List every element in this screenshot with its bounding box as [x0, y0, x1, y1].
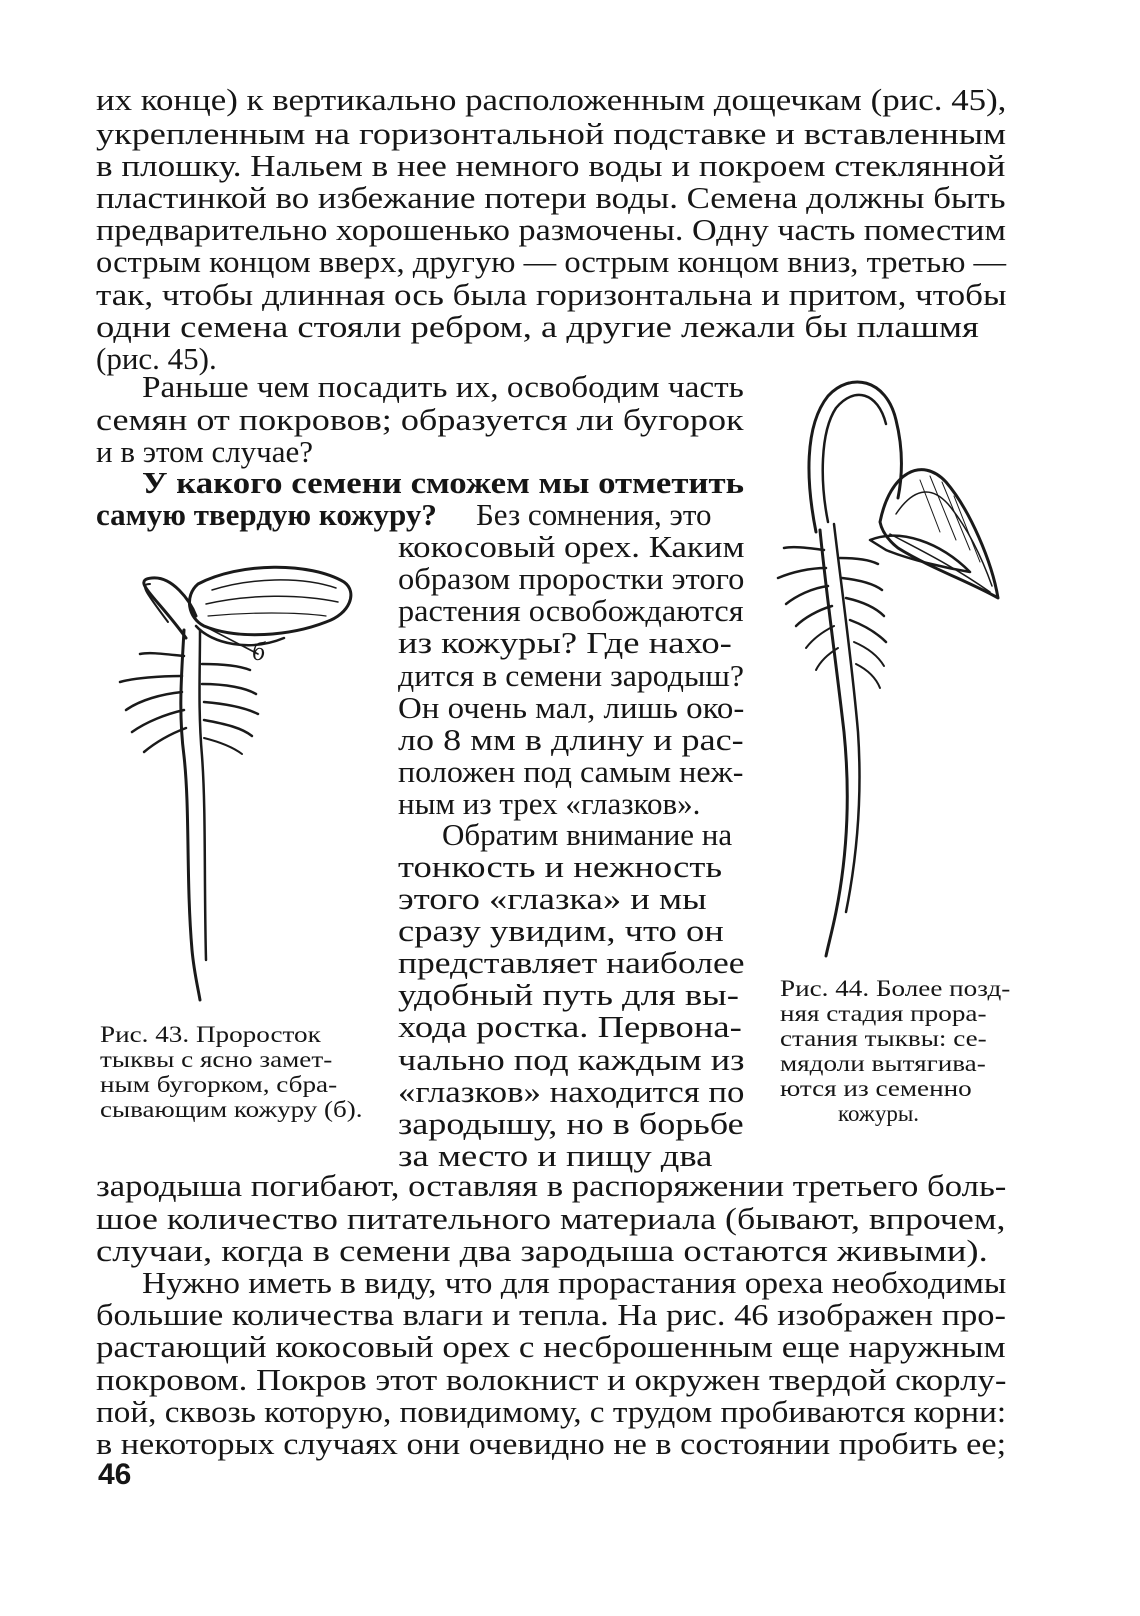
text-line: покровом. Покров этот волокнист и окружен твердой скорлу-	[96, 1362, 1007, 1397]
bold-lead-text: У какого семени сможем мы отметить	[142, 465, 744, 500]
text-line: Раньше чем посадить их, освободим часть	[142, 369, 744, 404]
text-line: укрепленным на горизонтальной подставке и вставленным	[96, 116, 1006, 151]
caption-line: Рис. 43. Проросток	[100, 1022, 321, 1047]
text-line: пластинкой во избежание потери воды. Семена должны быть	[96, 180, 1006, 215]
caption-line: стания тыквы: се-	[780, 1026, 987, 1051]
figure-43-seedling-illustration	[100, 560, 380, 1010]
text-line: их конце) к вертикально расположенным дощечкам (рис. 45),	[96, 82, 1007, 117]
caption-line: Рис. 44. Более позд-	[780, 976, 1011, 1001]
text-line: пой, сквозь которую, повидимому, с трудом пробиваются корни:	[96, 1394, 1007, 1429]
text-line: образом проростки этого	[398, 561, 745, 596]
text-line: Нужно иметь в виду, что для прорастания ореха необходимы	[142, 1265, 1007, 1300]
caption-line: сывающим кожуру (б).	[100, 1097, 363, 1122]
text-line: Обратим внимание на	[442, 817, 733, 852]
text-line: из кожуры? Где нахо-	[398, 625, 732, 660]
text-line: предварительно хорошенько размочены. Одну часть поместим	[96, 212, 1006, 247]
page-number: 46	[98, 1458, 132, 1491]
text-line: растения освобождаются	[398, 593, 744, 628]
text-line: в некоторых случаях они очевидно не в состоянии пробить ее;	[96, 1426, 1007, 1461]
figure-44-seedling-illustration	[770, 372, 1020, 962]
text-line: удобный путь для вы-	[398, 977, 739, 1012]
text-line: растающий кокосовый орех с несброшенным еще наружным	[96, 1329, 1006, 1364]
text-line: Без сомнения, это	[476, 497, 712, 532]
figure-43-label-b: б	[252, 637, 266, 666]
text-line: представляет наиболее	[398, 945, 745, 980]
text-line: положен под самым неж-	[398, 754, 744, 789]
text-line: (рис. 45).	[96, 341, 217, 376]
text-line: ло 8 мм в длину и рас-	[398, 722, 744, 757]
text-line: большие количества влаги и тепла. На рис. 46 изображен про-	[96, 1297, 1006, 1332]
text-line: зародышу, но в борьбе	[398, 1106, 744, 1141]
text-line: «глазков» находится по	[398, 1074, 745, 1109]
caption-line: тыквы с ясно замет-	[100, 1047, 333, 1072]
caption-line: ным бугорком, сбра-	[100, 1072, 338, 1097]
text-line: острым концом вверх, другую — острым концом вниз, третью —	[96, 244, 1007, 279]
text-line: за место и пищу два	[398, 1138, 713, 1173]
text-line: хода ростка. Первона-	[398, 1009, 742, 1044]
text-line: шое количество питательного материала (бывают, впрочем,	[96, 1201, 1006, 1236]
text-line: кокосовый орех. Каким	[398, 529, 745, 564]
text-line: дится в семени зародыш?	[398, 658, 744, 693]
text-line: тонкость и нежность	[398, 849, 723, 884]
text-line: так, чтобы длинная ось была горизонтальна и притом, чтобы	[96, 277, 1007, 312]
text-line: в плошку. Нальем в нее немного воды и покроем стеклянной	[96, 148, 1006, 183]
caption-line: мядоли вытягива-	[780, 1051, 986, 1076]
text-line: зародыша погибают, оставляя в распоряжении третьего боль-	[96, 1168, 1007, 1203]
text-line: ным из трех «глазков».	[398, 786, 701, 821]
caption-line: кожуры.	[838, 1101, 920, 1126]
text-line: одни семена стояли ребром, а другие лежали бы плашмя	[96, 309, 979, 344]
text-line: сразу увидим, что он	[398, 913, 724, 948]
text-line: этого «глазка» и мы	[398, 881, 707, 916]
caption-line: няя стадия прора-	[780, 1001, 987, 1026]
caption-line: ются из семенно	[780, 1076, 972, 1101]
bold-lead-text: самую твердую кожуру?	[96, 497, 437, 532]
text-line: и в этом случае?	[96, 434, 314, 469]
text-line: семян от покровов; образуется ли бугорок	[96, 402, 744, 437]
text-line: чально под каждым из	[398, 1042, 745, 1077]
text-line: Он очень мал, лишь око-	[398, 690, 745, 725]
text-line: случаи, когда в семени два зародыша остаются живыми).	[96, 1233, 988, 1268]
